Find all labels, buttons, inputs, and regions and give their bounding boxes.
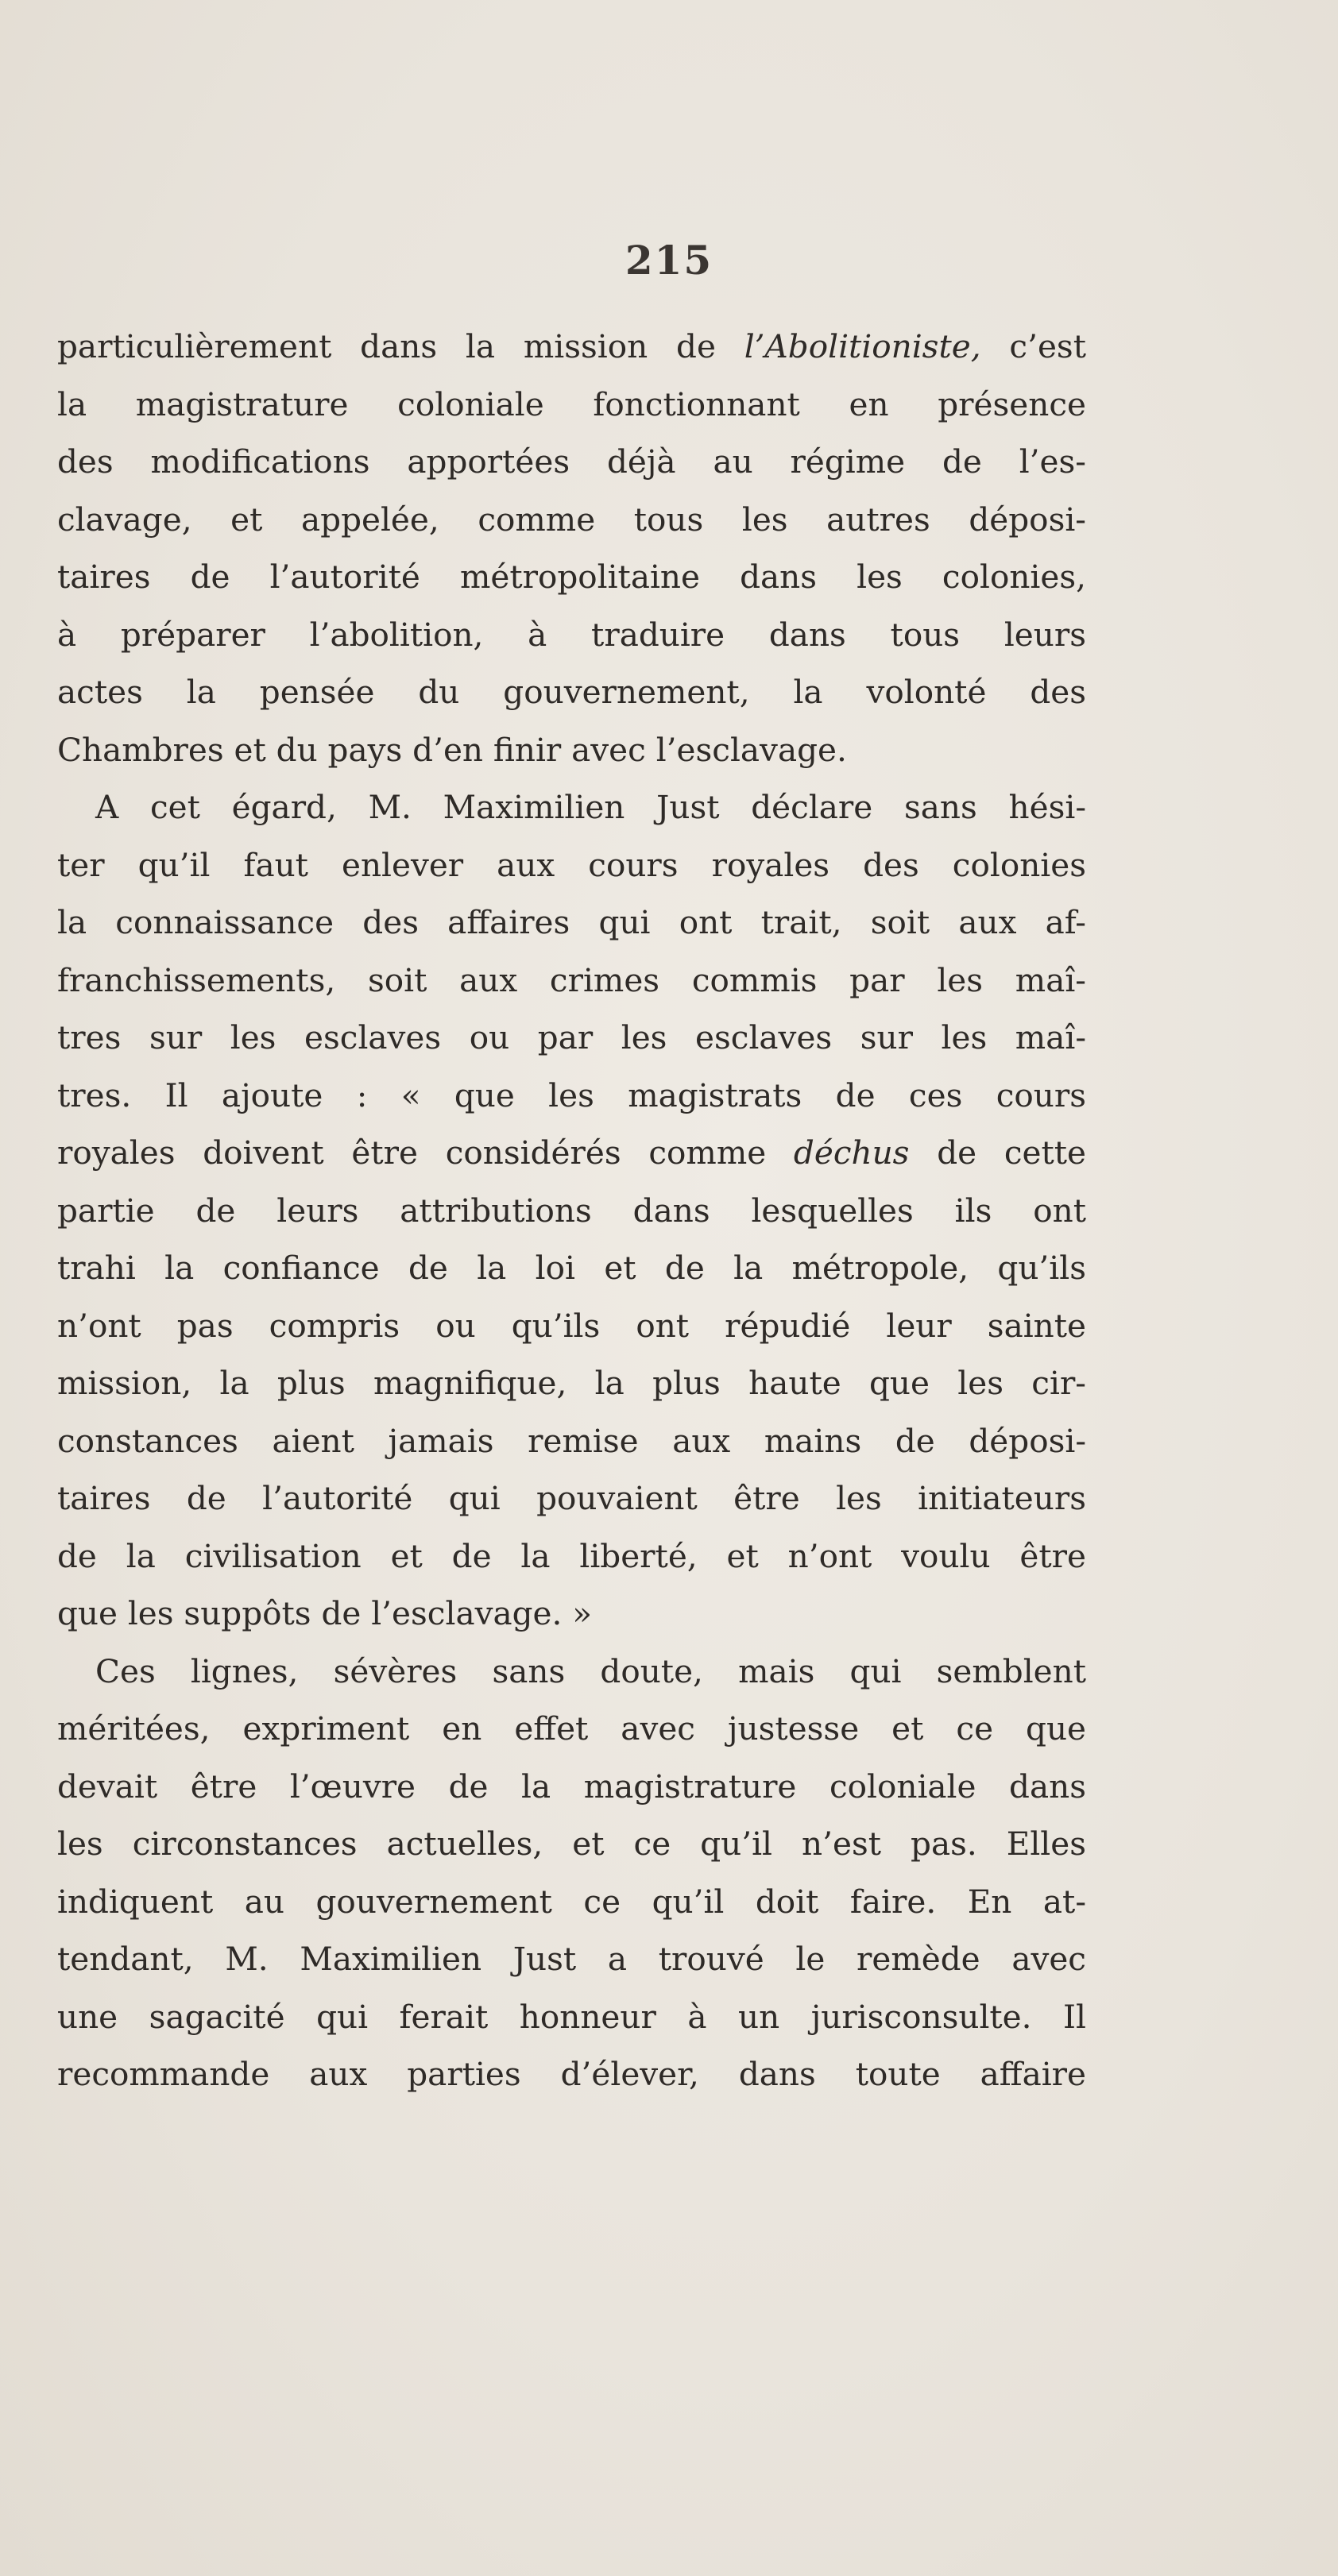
text-line: taires de l’autorité qui pouvaient être les initiateurs bbox=[57, 1479, 1086, 1517]
italic-title: l’Abolitioniste, bbox=[744, 327, 981, 365]
text-line: royales doivent être considérés comme déchus de cette bbox=[57, 1134, 1086, 1172]
text-line: que les suppôts de l’esclavage. » bbox=[57, 1594, 593, 1632]
text-line: particulièrement dans la mission de l’Abolitioniste, c’est bbox=[57, 327, 1086, 365]
text-line: à préparer l’abolition, à traduire dans tous leurs bbox=[57, 615, 1086, 654]
text-line: actes la pensée du gouvernement, la volonté des bbox=[57, 673, 1086, 711]
text-line: tres. Il ajoute : « que les magistrats de ces cours bbox=[57, 1076, 1086, 1114]
text-line: trahi la confiance de la loi et de la métropole, qu’ils bbox=[57, 1249, 1086, 1287]
body-text bbox=[57, 318, 1086, 2103]
text-line: n’ont pas compris ou qu’ils ont répudié leur sainte bbox=[57, 1306, 1086, 1345]
italic-emphasis: déchus bbox=[793, 1134, 910, 1172]
text-line: A cet égard, M. Maximilien Just déclare sans hési- bbox=[95, 788, 1086, 826]
text-line: recommande aux parties d’élever, dans toute affaire bbox=[57, 2055, 1086, 2093]
text-line: les circonstances actuelles, et ce qu’il n’est pas. Elles bbox=[57, 1825, 1086, 1863]
text-line: Ces lignes, sévères sans doute, mais qui semblent bbox=[95, 1651, 1086, 1690]
text-line: taires de l’autorité métropolitaine dans les colonies, bbox=[57, 558, 1086, 596]
text-line: la magistrature coloniale fonctionnant en présence bbox=[57, 384, 1086, 423]
text-line: mission, la plus magnifique, la plus haute que les cir- bbox=[57, 1364, 1086, 1402]
text-line: partie de leurs attributions dans lesquelles ils ont bbox=[57, 1191, 1086, 1230]
text-line: franchissements, soit aux crimes commis par les maî- bbox=[57, 960, 1086, 999]
text-line: Chambres et du pays d’en finir avec l’esclavage. bbox=[57, 730, 847, 769]
page-number: 215 bbox=[625, 237, 713, 284]
text-line: tres sur les esclaves ou par les esclaves sur les maî- bbox=[57, 1018, 1086, 1056]
text-line: de la civilisation et de la liberté, et n’ont voulu être bbox=[57, 1536, 1086, 1575]
text-line: devait être l’œuvre de la magistrature coloniale dans bbox=[57, 1767, 1086, 1806]
text-line: des modifications apportées déjà au régime de l’es- bbox=[57, 442, 1086, 481]
text-line: méritées, expriment en effet avec justesse et ce que bbox=[57, 1709, 1086, 1748]
text-line: une sagacité qui ferait honneur à un jurisconsulte. Il bbox=[57, 1997, 1086, 2036]
text-line: clavage, et appelée, comme tous les autres déposi- bbox=[57, 500, 1086, 539]
text-line: ter qu’il faut enlever aux cours royales des colonies bbox=[57, 845, 1086, 884]
text-line: indiquent au gouvernement ce qu’il doit faire. En at- bbox=[57, 1882, 1086, 1921]
text-line: tendant, M. Maximilien Just a trouvé le remède avec bbox=[57, 1940, 1086, 1978]
text-line: la connaissance des affaires qui ont trait, soit aux af- bbox=[57, 903, 1086, 941]
text-line: constances aient jamais remise aux mains de déposi- bbox=[57, 1421, 1086, 1460]
